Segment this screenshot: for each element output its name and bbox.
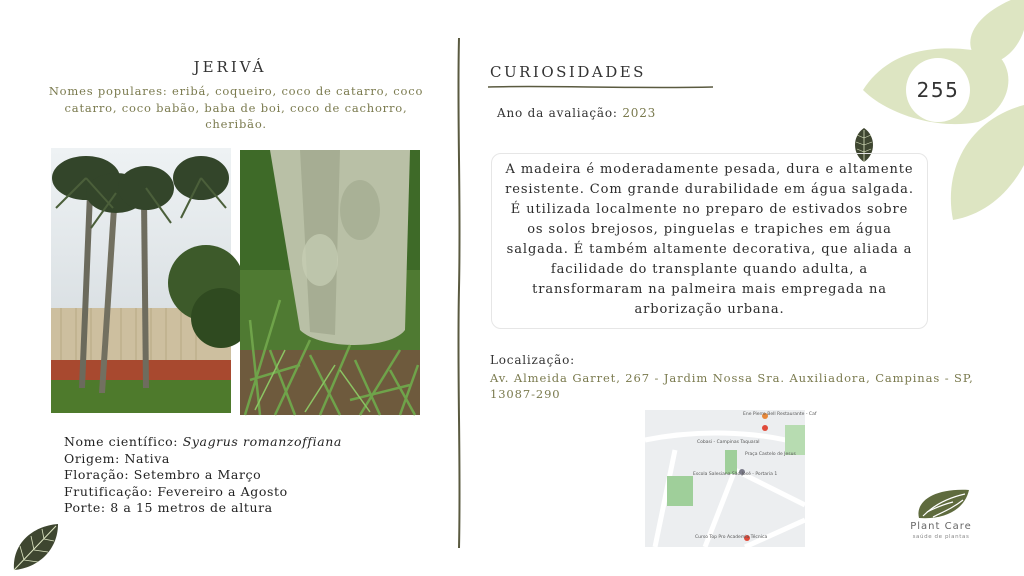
evaluation-value: 2023: [622, 106, 657, 120]
plant-care-logo-icon: [913, 486, 971, 520]
origin-line: Origem: Nativa: [64, 450, 170, 466]
map-label-cobasi: Cobasi - Campinas Taquaral: [697, 440, 760, 445]
flowering-line: Floração: Setembro a Março: [64, 467, 262, 482]
scientific-name-value: Syagrus romanzoffiana: [182, 434, 342, 449]
map-label-colegio: Curso Top Pro Academia Técnica: [695, 535, 768, 540]
location-address: Av. Almeida Garret, 267 - Jardim Nossa Sra. Auxiliadora, Campinas - SP, 13087-290: [490, 371, 974, 401]
page-number: 255: [916, 78, 960, 102]
plant-title: JERIVÁ: [193, 58, 267, 76]
decorative-leaves-icon: [858, 0, 1024, 225]
vertical-divider: [456, 38, 462, 548]
map-label-escola: Escola Salesiana São José - Portaria 1: [693, 472, 778, 477]
curiosities-title: CURIOSIDADES: [490, 63, 646, 81]
location-map[interactable]: [645, 410, 817, 547]
map-label-top-right: Ene Pierre Bell Restaurante - Caf: [743, 412, 817, 417]
size-line: Porte: 8 a 15 metros de altura: [64, 500, 273, 515]
fruiting-line: Frutificação: Fevereiro a Agosto: [64, 483, 288, 499]
evaluation-year: [497, 106, 656, 120]
bottom-leaf-icon: [10, 522, 60, 572]
popular-names: Nomes populares: eribá, coqueiro, coco de catarro, coco catarro, coco babão, baba de boi, coco de cachorro, cheribão.: [48, 84, 424, 131]
palm-trees-photo: [51, 148, 231, 413]
evaluation-label: Ano da avaliação:: [497, 106, 618, 120]
map-label-praca: Praça Castelo de Jesus: [745, 452, 796, 457]
scientific-name-label: Nome científico:: [64, 434, 179, 449]
curiosity-text-box: A madeira é moderadamente pesada, dura e altamente resistente. Com grande durabilidade em água salgada. É utilizada localmente no preparo de estivados sobre os solos brejosos, pinguelas e trapiches em água salgada. É também altamente decorativa, que aliada a facilidade do transplante quando adulta, a transformaram na palmeira mais empregada na arborização urbana.: [491, 153, 928, 329]
plant-details: [64, 434, 342, 517]
scientific-name-line: [64, 434, 342, 451]
logo-name: Plant Care: [910, 521, 972, 532]
logo-tagline: saúde de plantas: [912, 534, 970, 540]
location-label: Localização:: [490, 353, 575, 367]
trunk-photo: [240, 150, 420, 415]
title-underline: [488, 84, 713, 90]
